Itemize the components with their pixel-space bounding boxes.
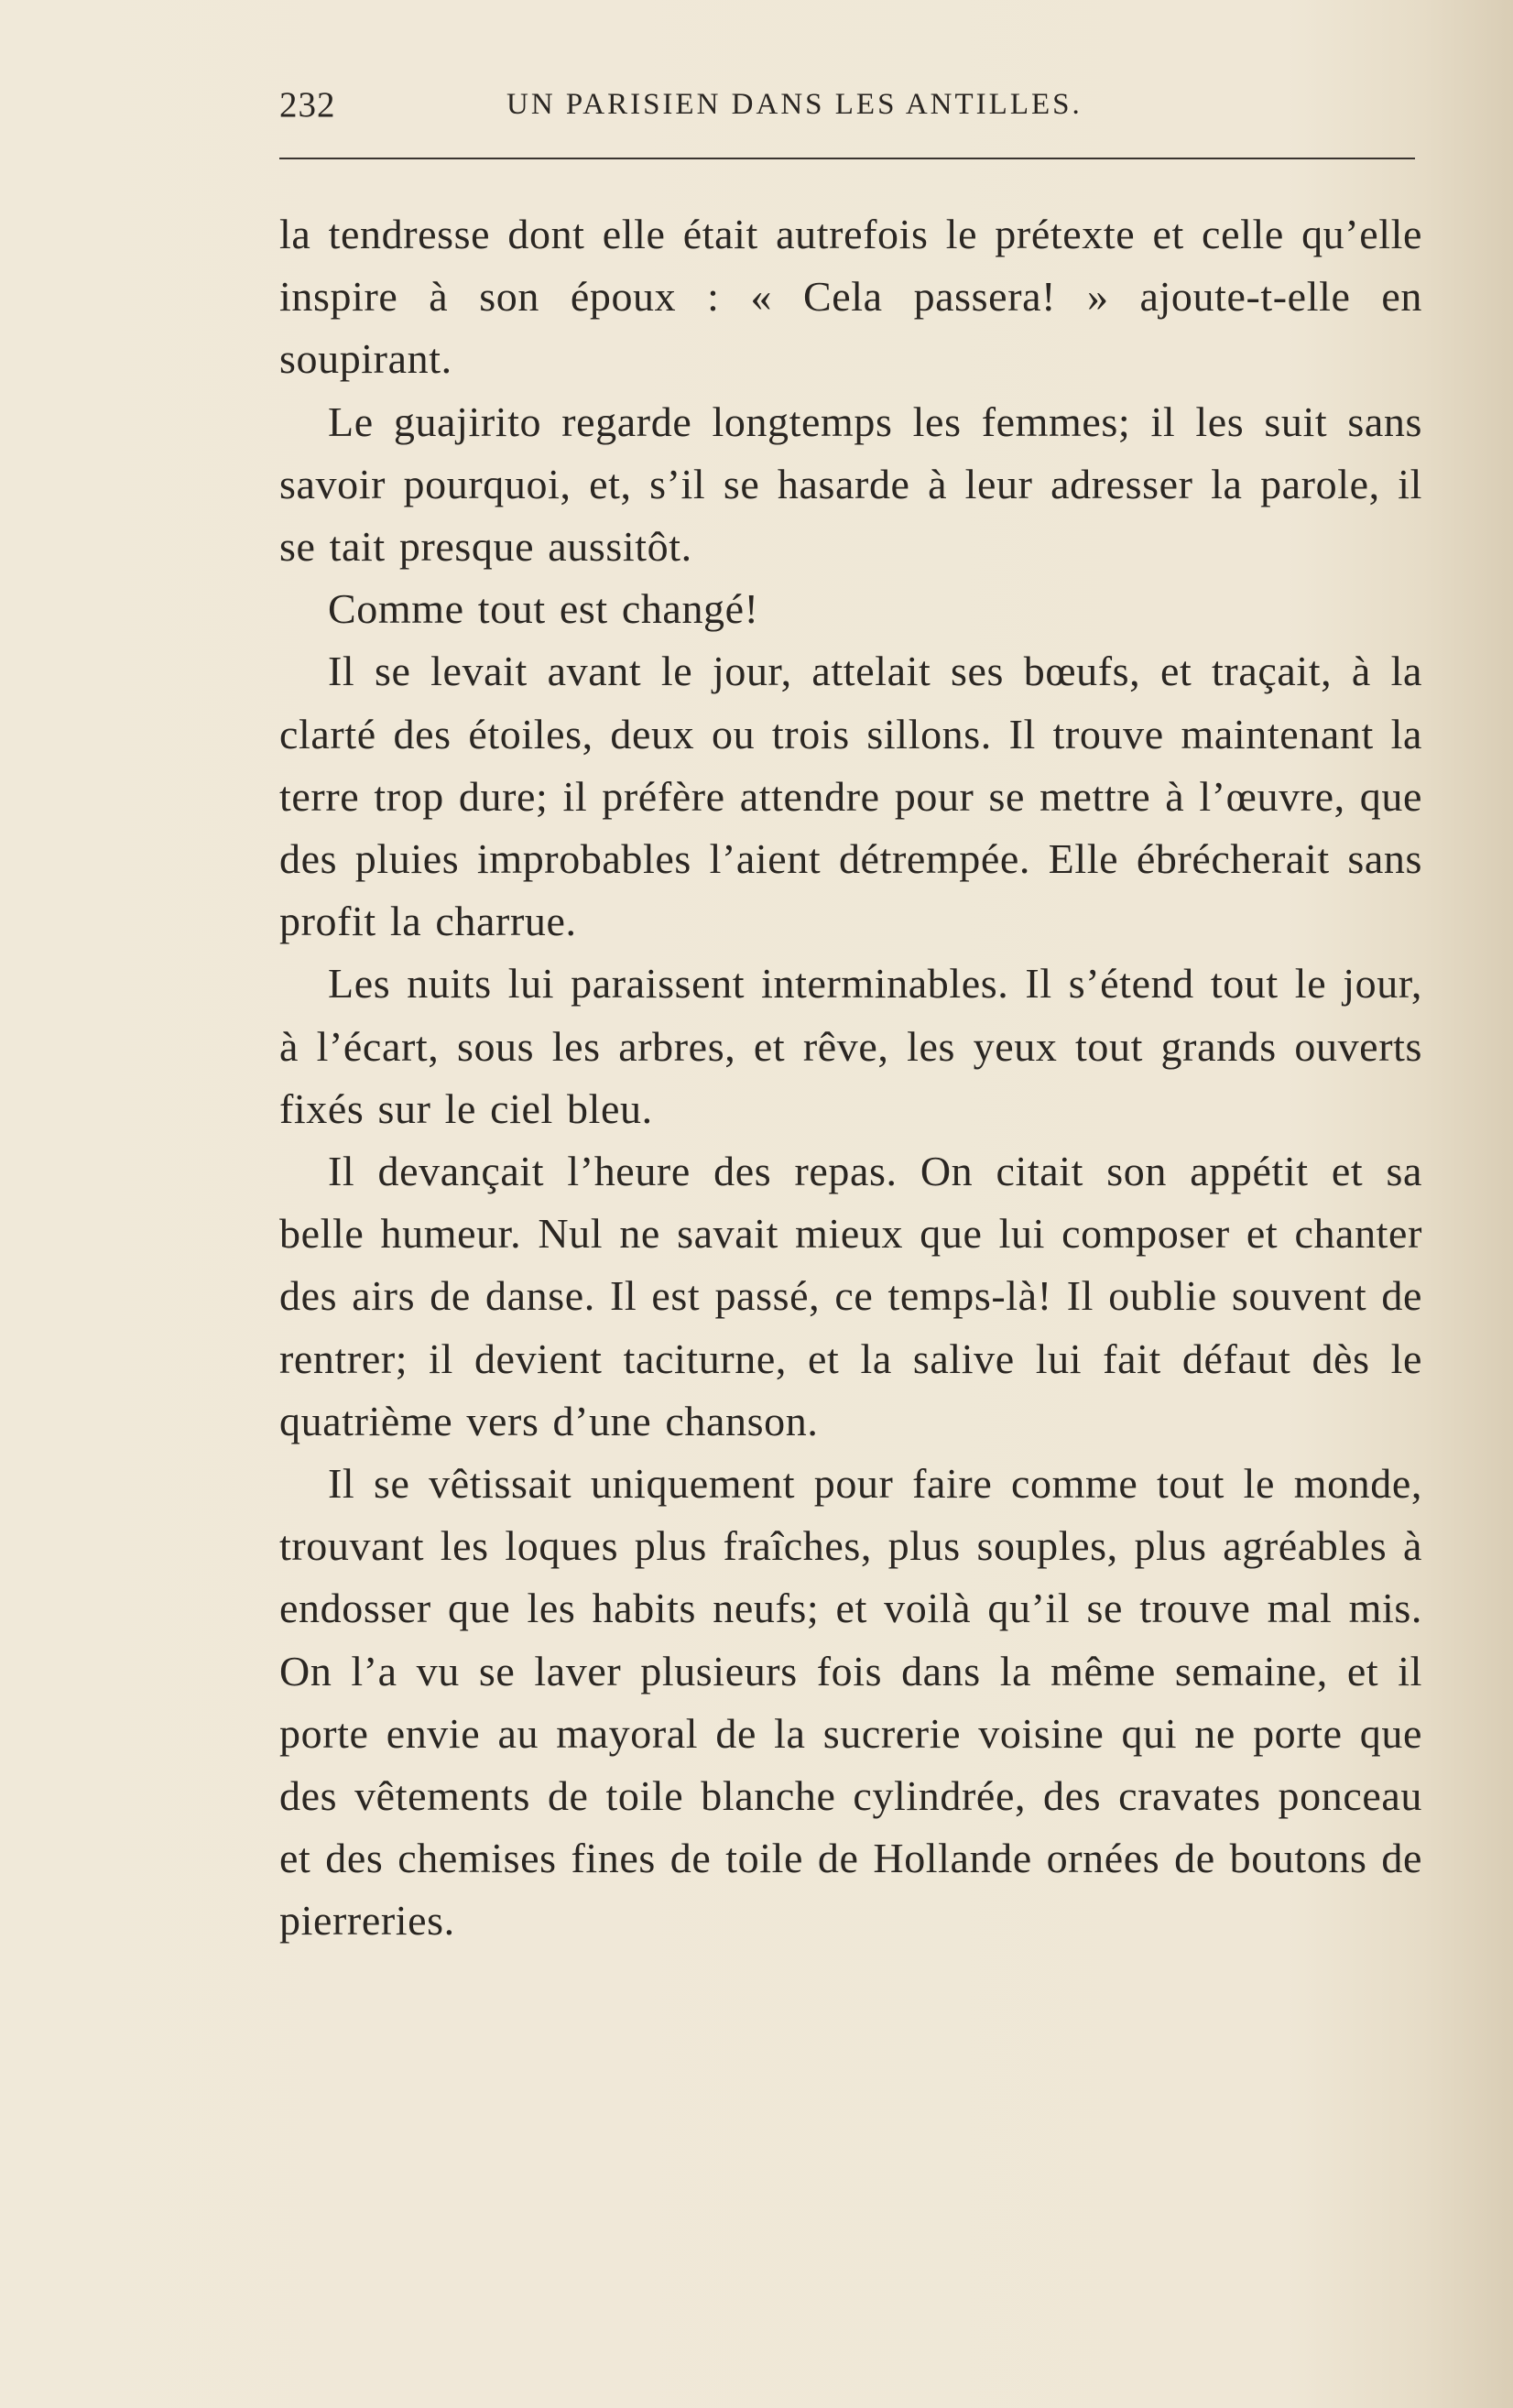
- paragraph: Comme tout est changé!: [328, 585, 759, 633]
- page-header: [279, 84, 1420, 130]
- paragraph: Le guajirito regarde longtemps les femmes; il les suit sans savoir pourquoi, et, s’il se hasarde à leur adresser la parole, il se tait presque aussitôt.: [279, 398, 1422, 571]
- paragraph-continued: la tendresse dont elle était autrefois le prétexte et celle qu’elle inspire à son époux : « Cela passera! » ajoute-t-elle en soupirant.: [279, 211, 1422, 383]
- paragraph: Les nuits lui paraissent interminables. Il s’étend tout le jour, à l’écart, sous les arbres, et rêve, les yeux tout grands ouverts fixés sur le ciel bleu.: [279, 960, 1422, 1132]
- header-rule: [279, 158, 1415, 159]
- paragraph: Il devançait l’heure des repas. On citait son appétit et sa belle humeur. Nul ne savait mieux que lui composer et chanter des airs de danse. Il est passé, ce temps-là! Il oublie souvent de rentrer; il devient taciturne, et la salive lui fait défaut dès le quatrième vers d’une chanson.: [279, 1148, 1422, 1444]
- body-text: [279, 203, 1422, 1953]
- page-number: 232: [279, 85, 336, 125]
- running-title: UN PARISIEN DANS LES ANTILLES.: [506, 88, 1083, 121]
- paragraph: Il se vêtissait uniquement pour faire comme tout le monde, trouvant les loques plus fraîches, plus souples, plus agréables à endosser que les habits neufs; et voilà qu’il se trouve mal mis. On l’a vu se laver plusieurs fois dans la même semaine, et il porte envie au mayoral de la sucrerie voisine qui ne porte que des vêtements de toile blanche cylindrée, des cravates ponceau et des chemises fines de toile de Hollande ornées de boutons de pierreries.: [279, 1460, 1422, 1945]
- paragraph: Il se levait avant le jour, attelait ses bœufs, et traçait, à la clarté des étoiles, deux ou trois sillons. Il trouve maintenant la terre trop dure; il préfère attendre pour se mettre à l’œuvre, que des pluies improbables l’aient détrempée. Elle ébrécherait sans profit la charrue.: [279, 648, 1422, 945]
